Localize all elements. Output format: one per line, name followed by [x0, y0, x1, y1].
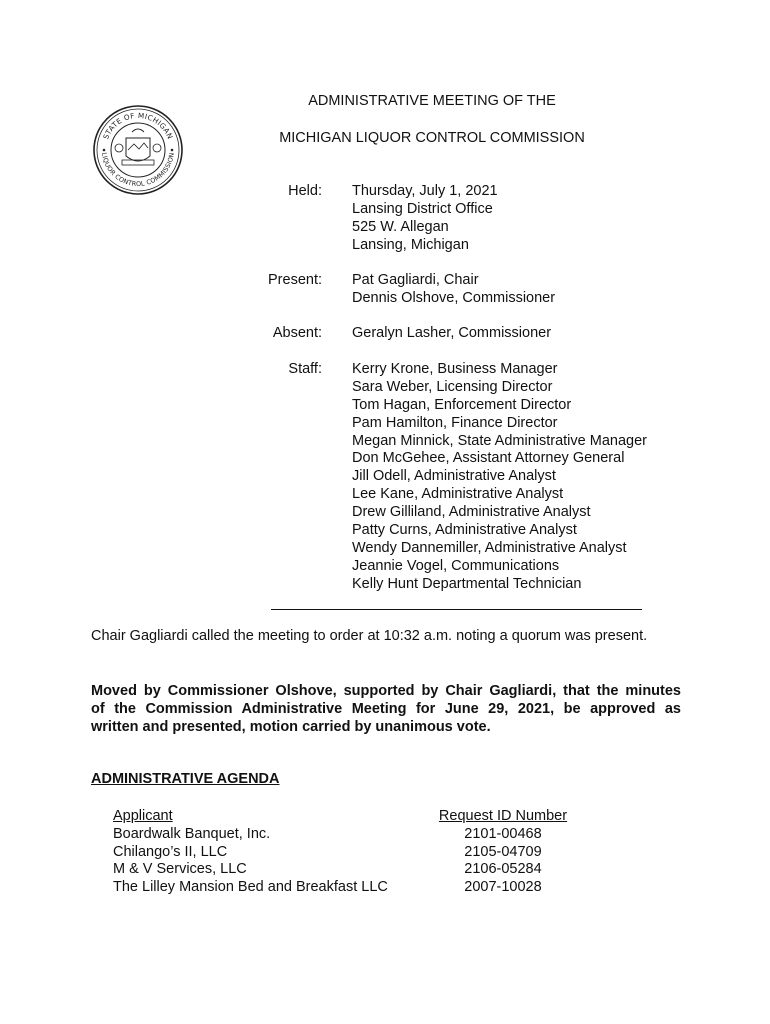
absent-label: Absent:	[272, 325, 322, 341]
staff-member: Megan Minnick, State Administrative Manager	[352, 432, 647, 449]
held-date: Thursday, July 1, 2021	[352, 183, 498, 199]
request-id-column-header: Request ID Number	[438, 808, 568, 824]
staff-member: Don McGehee, Assistant Attorney General	[352, 450, 625, 467]
held-values	[352, 183, 498, 255]
present-member: Dennis Olshove, Commissioner	[352, 289, 556, 306]
motion-line-2: of the Commission Administrative Meeting for June 29, 2021, be approved as	[91, 701, 681, 717]
staff-member: Patty Curns, Administrative Analyst	[352, 522, 577, 539]
staff-member: Drew Gilliland, Administrative Analyst	[352, 504, 591, 521]
document-title-line-2: MICHIGAN LIQUOR CONTROL COMMISSION	[279, 130, 585, 146]
seal-top-text: STATE OF MICHIGAN	[101, 110, 175, 141]
present-member: Pat Gagliardi, Chair	[352, 272, 479, 288]
agenda-request-id-column	[436, 808, 570, 897]
staff-values	[352, 361, 647, 594]
request-id: 2007-10028	[464, 879, 542, 896]
present-label: Present:	[268, 272, 322, 288]
present-values	[352, 272, 555, 308]
held-location: Lansing District Office	[352, 200, 493, 217]
agenda-applicant-column	[113, 808, 388, 897]
absent-values	[352, 325, 551, 343]
staff-member: Sara Weber, Licensing Director	[352, 378, 553, 395]
motion-line-3: written and presented, motion carried by unanimous vote.	[91, 719, 491, 735]
request-id: 2105-04709	[464, 843, 542, 860]
staff-label: Staff:	[288, 361, 322, 377]
request-id: 2106-05284	[464, 861, 542, 878]
section-divider	[271, 609, 642, 610]
call-to-order-text: Chair Gagliardi called the meeting to order at 10:32 a.m. noting a quorum was present.	[91, 628, 648, 644]
applicant-name: M & V Services, LLC	[113, 861, 247, 878]
staff-member: Jill Odell, Administrative Analyst	[352, 468, 556, 485]
staff-member: Tom Hagan, Enforcement Director	[352, 396, 572, 413]
applicant-name: The Lilley Mansion Bed and Breakfast LLC	[113, 879, 388, 896]
held-label: Held:	[288, 183, 322, 199]
staff-member: Jeannie Vogel, Communications	[352, 557, 560, 574]
staff-member: Wendy Dannemiller, Administrative Analyst	[352, 539, 627, 556]
held-street: 525 W. Allegan	[352, 218, 449, 235]
staff-member: Pam Hamilton, Finance Director	[352, 414, 558, 431]
held-city: Lansing, Michigan	[352, 236, 469, 253]
document-title-line-1: ADMINISTRATIVE MEETING OF THE	[308, 93, 556, 109]
staff-member: Lee Kane, Administrative Analyst	[352, 486, 564, 503]
applicant-name: Chilango’s II, LLC	[113, 843, 228, 860]
request-id: 2101-00468	[464, 825, 542, 842]
applicant-column-header: Applicant	[113, 808, 173, 824]
applicant-name: Boardwalk Banquet, Inc.	[113, 825, 271, 842]
agenda-heading: ADMINISTRATIVE AGENDA	[91, 771, 280, 787]
absent-member: Geralyn Lasher, Commissioner	[352, 325, 552, 341]
motion-line-1: Moved by Commissioner Olshove, supported by Chair Gagliardi, that the minutes	[91, 683, 681, 699]
staff-member: Kerry Krone, Business Manager	[352, 361, 558, 377]
seal-bottom-text: LIQUOR CONTROL COMMISSION	[100, 151, 176, 189]
staff-member: Kelly Hunt Departmental Technician	[352, 575, 582, 592]
motion-paragraph	[91, 682, 681, 736]
